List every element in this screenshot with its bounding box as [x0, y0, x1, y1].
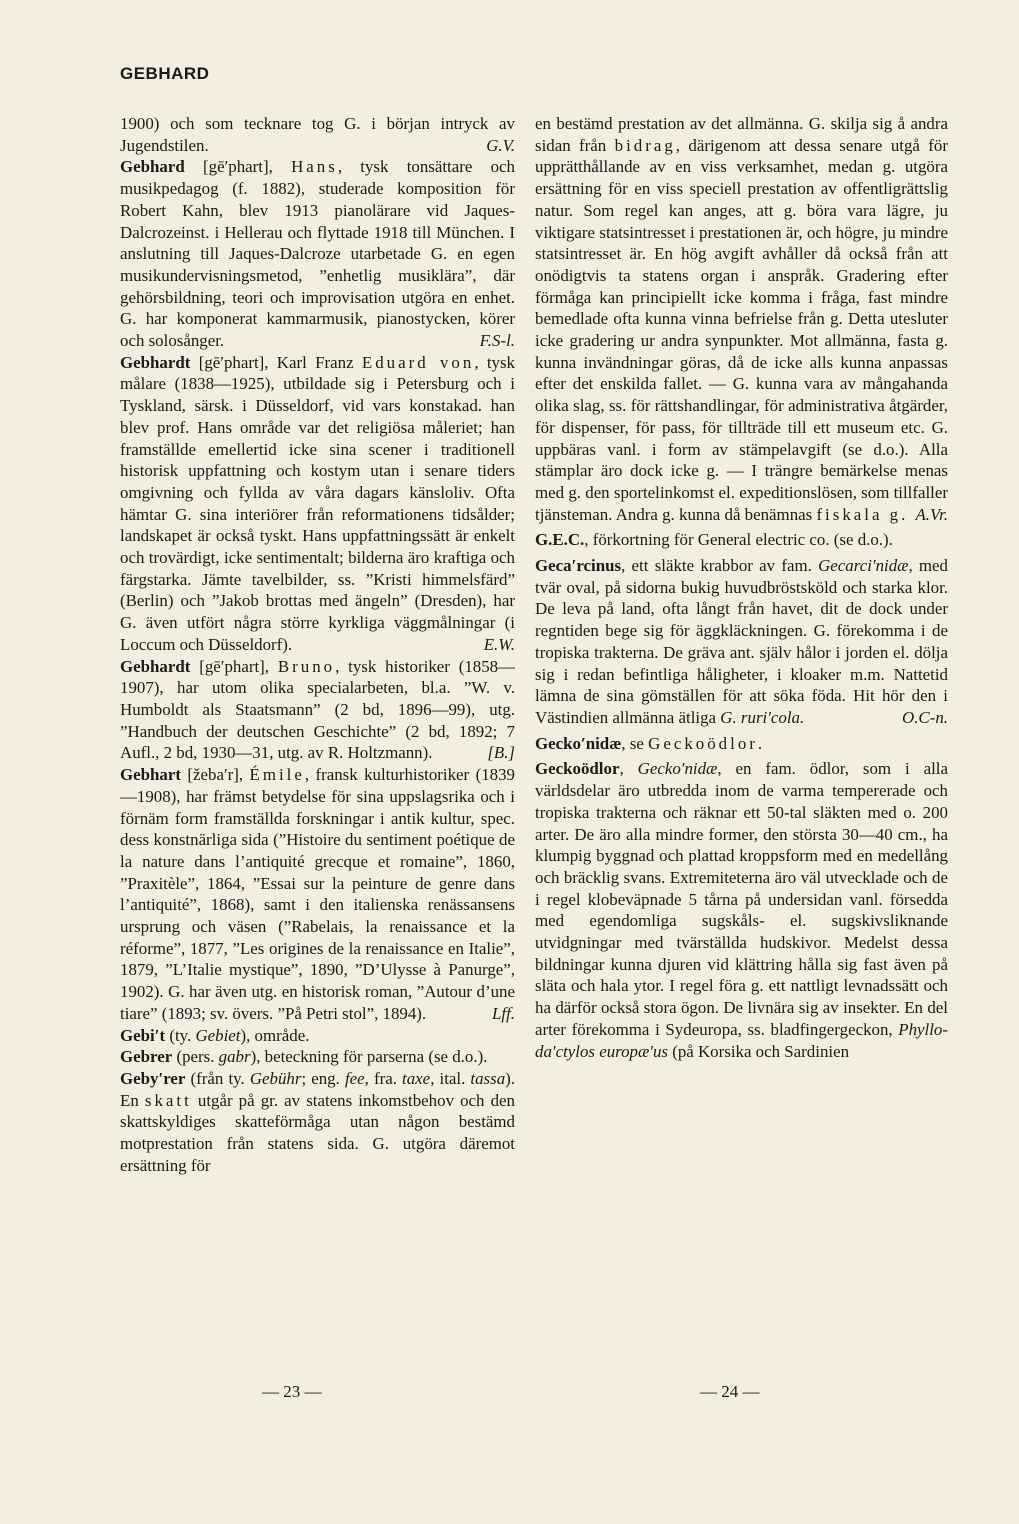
page-number-right: — 24 — — [700, 1382, 760, 1401]
headword: G.E.C. — [535, 530, 585, 550]
continued-paragraph: en bestämd prestation av det allmänna. G. skilja sig å andra sidan från bidrag, därigenom att dessa senare utgå för upprätthållande av en viss verksamhet, medan g. utgöra ersättning för en viss speciell prestation av offentligrättslig natur. Som regel kan anges, att g. böra vara lägre, ju viktigare statsintresset i prestationen är, och högre, ju mindre statsintresset är. En hög avgift avhåller då också från att onödigtvis ta statens organ i anspråk. Gradering efter förmåga kan principiellt icke komma i fråga, fast mindre bemedlade ofta kunna vinna befrielse från g. Detta utesluter icke gradering ur andra synpunkter. Mot allmänna, fasta g. kunna invändningar göras, då de icke alls kunna anpassas efter det enskilda fallet. — G. kunna vara av mångahanda olika slag, ss. för rättshandlingar, för administrativa åtgärder, för dispenser, för pass, för tillträde till ett museum etc. G. uppbäras vanl. i form av stämpelavgift (se d.o.). Alla stämplar äro dock icke g. — I trängre bemärkelse menas med g. den sportelinkomst el. expeditionslösen, som tillfaller tjänsteman. Andra g. kunna då benämnas fiskala g. A.Vr. — [535, 114, 948, 524]
running-header: GEBHARD — [120, 64, 210, 83]
author-signature: E.W. — [483, 634, 515, 654]
entry-gebrer: Gebrer (pers. gabr), beteckning för parserna (se d.o.). — [120, 1047, 488, 1067]
author-signature: F.S-l. — [479, 331, 515, 351]
headword: Gecko′nidæ — [535, 733, 622, 753]
headword: Gebhart — [120, 765, 181, 785]
author-signature: G.V. — [486, 135, 515, 155]
headword: Geckoödlor — [535, 759, 620, 779]
entry-gebhart-emile: Gebhart [žeba′r], Émile, fransk kulturhistoriker (1839—1908), har främst betydelse för sina uppslagsrika och i förnäm form framställda forskningar i antik kultur, spec. dess konstnärliga sida (”Histoire du sentiment poétique de la nature dans l’antiquité grecque et romaine”, 1860, ”Praxitèle”, 1864, ”Essai sur la peinture de genre dans l’antiquité”, 1868), samt i den italienska renässansens ursprung och väsen (”Rabelais, la renaissance et la réforme”, 1877, ”Les origines de la renaissance en Italie”, 1879, ”L’Italie mystique”, 1890, ”D’Ulysse à Panurge”, 1902). G. har även utg. en historisk roman, ”Autour d’une tiare” (1893; sv. övers. ”På Petri stol”, 1894). Lff. — [120, 765, 515, 1023]
entry-gec: G.E.C., förkortning för General electric co. (se d.o.). — [535, 530, 893, 550]
right-column — [535, 113, 948, 1062]
entry-gebhard-hans: Gebhard [gē′phart], Hans, tysk tonsättare och musikpedagog (f. 1882), studerade komposition för Robert Kahn, blev 1913 pianolärare vid Jaques-Dalcrozeinst. i Hellerau och flyttade 1918 till München. I anslutning till Jaques-Dalcroze utarbetade G. en egen musikundervisningsmetod, ”enhetlig musiklära”, där gehörsbildning, teori och improvisation utgöra en enhet. G. har komponerat kammarmusik, pianostycken, körer och solosånger. F.S-l. — [120, 157, 515, 351]
headword: Geca′rcinus — [535, 556, 622, 576]
author-signature: [B.] — [487, 743, 515, 763]
author-signature: A.Vr. — [915, 504, 948, 524]
author-signature: Lff. — [491, 1003, 515, 1023]
entry-geckonidae: Gecko′nidæ, se Geckoödlor. — [535, 733, 763, 753]
headword: Gebrer — [120, 1047, 173, 1067]
entry-gecarcinus: Geca′rcinus, ett släkte krabbor av fam. Gecarci′nidæ, med tvär oval, på sidorna bukig huvudbröstsköld och starka klor. De leva på land, ofta långt från havet, dit de dock under regntiden bege sig för äggkläckningen. G. förekomma i de tropiska trakterna. De gräva ant. själv hålor i jorden el. dölja sig i redan befintliga håligheter, i kloaker m.m. Nattetid lämna de sina gömställen för att söka föda. Hit hör den i Västindien allmänna ätliga G. ruri′cola. O.C-n. — [535, 556, 949, 727]
entry-gebhardt-eduard: Gebhardt [gē′phart], Karl Franz Eduard von, tysk målare (1838—1925), utbildade sig i Petersburg och i Tyskland, särsk. i Düsseldorf, vid vars konstakad. han blev prof. Hans område var det religiösa måleriet; han framställde emellertid icke sina scener i traditionell historisk uppfattning och kostym utan i senare tiders omgivning och fyllda av våra dagars känsloliv. Ofta hämtar G. sina interiörer från reformationens tidsålder; landskapet är också tyskt. Hans uppfattningssätt är enkelt och trovärdigt, icke sentimentalt; bilderna äro kraftiga och färgstarka. Jämte tavelbilder, ss. ”Kristi himmelsfärd” (Berlin) och ”Jakob brottas med ängeln” (Dresden), har G. även utfört några större kyrkliga väggmålningar (i Loccum och Düsseldorf). E.W. — [120, 352, 515, 654]
headword: Gebi′t — [120, 1025, 166, 1045]
page-number-left: — 23 — — [262, 1382, 322, 1401]
entry-gebit: Gebi′t (ty. Gebiet), område. — [120, 1025, 310, 1045]
entry-gebyrer: Geby′rer (från ty. Gebühr; eng. fee, fra. taxe, ital. tassa). En skatt utgår på gr. av statens inkomstbehov och den skattskyldiges skatteförmåga utan någon bestämd motprestation från statens sida. G. utgöra däremot ersättning för — [120, 1068, 516, 1175]
entry-gebhardt-bruno: Gebhardt [gē′phart], Bruno, tysk historiker (1858—1907), har utom olika specialarbeten, bl.a. ”W. v. Humboldt als Staatsmann” (2 bd, 1896—99), utg. ”Handbuch der deutschen Geschichte” (2 bd, 1892; 7 Aufl., 2 bd, 1930—31, utg. av R. Holtzmann). [B.] — [120, 656, 516, 763]
continued-paragraph: 1900) och som tecknare tog G. i början intryck av Jugendstilen. G.V. — [120, 114, 515, 155]
left-column — [120, 113, 515, 1176]
author-signature: O.C-n. — [902, 707, 948, 727]
headword: Gebhardt — [120, 656, 191, 676]
headword: Geby′rer — [120, 1068, 186, 1088]
entry-geckoodlor: Geckoödlor, Gecko′nidæ, en fam. ödlor, som i alla världsdelar äro utbredda inom de varma tempererade och tropiska trakterna och räknar ett 50-tal släkten med o. 200 arter. De äro alla mindre former, den största 30—40 cm., ha klumpig byggnad och plattad kroppsform med en medellång och bräcklig svans. Extremiteterna äro väl utvecklade och de i regel klobeväpnade 5 tårna på undersidan vanl. försedda med egendomliga sugskåls- el. sugskivsliknande utvidgningar med tvärställda hudskivor. Medelst dessa bildningar kunna djuren vid klättring hålla sig fast även på släta och hala ytor. I regel föra g. ett nattligt levnadssätt och ha därför också stora ögon. De livnära sig av insekter. En del arter förekomma i Sydeuropa, ss. bladfingergeckon, Phyllo-da′ctylos europæ′us (på Korsika och Sardinien — [535, 759, 948, 1061]
headword: Gebhard — [120, 157, 185, 177]
headword: Gebhardt — [120, 352, 191, 372]
